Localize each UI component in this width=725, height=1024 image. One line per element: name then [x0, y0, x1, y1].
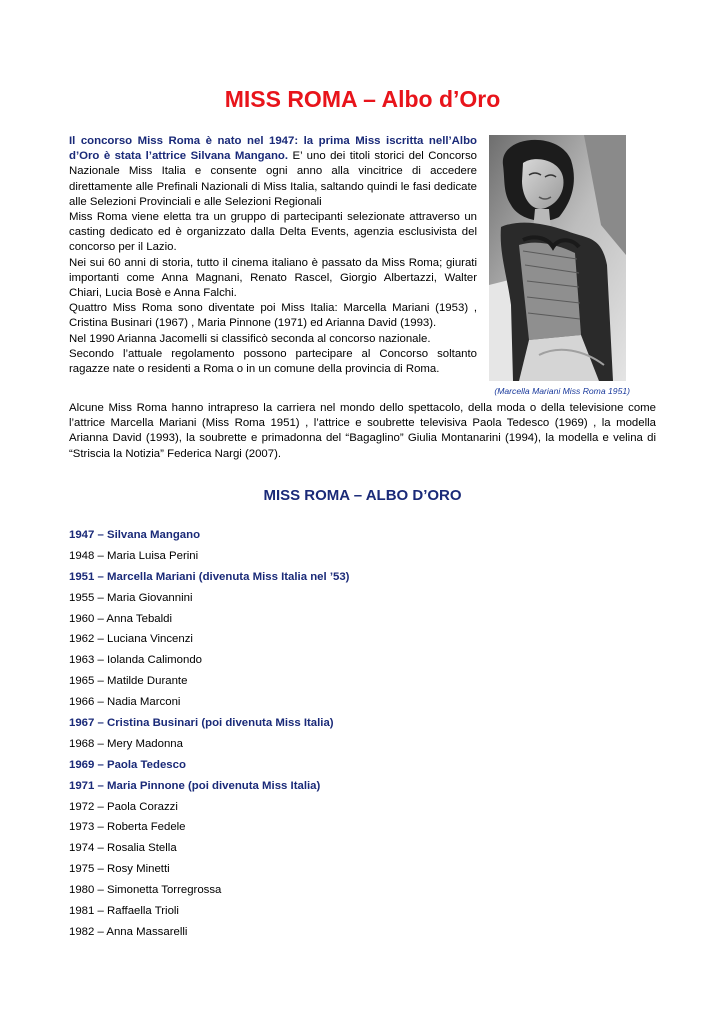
winner-item: 1963 – Iolanda Calimondo	[69, 654, 202, 667]
winner-item: 1972 – Paola Corazzi	[69, 800, 178, 813]
portrait-photo	[489, 135, 626, 381]
winner-item: 1973 – Roberta Fedele	[69, 821, 186, 834]
careers-paragraph: Alcune Miss Roma hanno intrapreso la carriera nel mondo dello spettacolo, della moda o della televisione come l’attrice Marcella Mariani (Miss Roma 1951) , l’attrice e soubrette televisiva Paola Tedesco (1969) , la modella Arianna David (1993), la soubrette e primadonna del “Bagaglino” Giulia Montanarini (1994), la modella e velina di “Striscia la Notizia” Federica Nargi (2007).	[69, 402, 656, 460]
winner-item: 1965 – Matilde Durante	[69, 675, 188, 688]
winner-item: 1982 – Anna Massarelli	[69, 925, 188, 938]
winner-item: 1968 – Mery Madonna	[69, 737, 183, 750]
intro-body-4: Quattro Miss Roma sono diventate poi Miss Italia: Marcella Mariani (1953) , Cristina Businari (1967) , Maria Pinnone (1971) ed Arianna David (1993).	[69, 302, 477, 330]
intro-body-5: Nel 1990 Arianna Jacomelli si classificò seconda al concorso nazionale.	[69, 332, 431, 345]
albo-doro-heading: MISS ROMA – ALBO D’ORO	[263, 487, 462, 504]
winner-item: 1981 – Raffaella Trioli	[69, 905, 179, 918]
winners-list	[69, 528, 349, 946]
winner-item: 1955 – Maria Giovannini	[69, 591, 193, 604]
page-title: MISS ROMA – Albo d’Oro	[224, 86, 501, 112]
intro-body-3: Nei sui 60 anni di storia, tutto il cinema italiano è passato da Miss Roma; giurati importanti come Anna Magnani, Renato Rascel, Giorgio Albertazzi, Walter Chiari, Lucia Bosè e Anna Falchi.	[69, 256, 477, 300]
winner-item: 1951 – Marcella Mariani (divenuta Miss Italia nel ’53)	[69, 570, 350, 583]
intro-paragraph	[69, 134, 477, 377]
winner-item: 1980 – Simonetta Torregrossa	[69, 884, 222, 897]
winner-item: 1975 – Rosy Minetti	[69, 863, 170, 876]
intro-body-6: Secondo l’attuale regolamento possono partecipare al Concorso soltanto ragazze nate o residenti a Roma o in un comune della provincia di Roma.	[69, 347, 477, 376]
intro-body-1: E’ uno dei titoli storici del Concorso Nazionale Miss Italia e consente ogni anno alla vincitrice di accedere direttamente alle Prefinali Nazionali di Miss Italia, saltando quindi le fasi dedicate alle Selezioni Provinciali e alle Selezioni Regionali	[69, 150, 477, 208]
winner-item: 1967 – Cristina Businari (poi divenuta Miss Italia)	[69, 717, 334, 730]
winner-item: 1948 – Maria Luisa Perini	[69, 549, 199, 562]
winner-item: 1969 – Paola Tedesco	[69, 758, 186, 771]
winner-item: 1962 – Luciana Vincenzi	[69, 633, 193, 646]
intro-body-2: Miss Roma viene eletta tra un gruppo di partecipanti selezionate attraverso un casting dedicato ed è organizzato dalla Delta Events, agenzia esclusivista del concorso per il Lazio.	[69, 211, 477, 254]
winner-item: 1960 – Anna Tebaldi	[69, 612, 173, 625]
winner-item: 1966 – Nadia Marconi	[69, 696, 181, 709]
winner-item: 1974 – Rosalia Stella	[69, 842, 177, 855]
winner-item: 1947 – Silvana Mangano	[69, 529, 201, 541]
intro-lead: Il concorso Miss Roma è nato nel 1947: la prima Miss iscritta nell’Albo d’Oro è stata l’attrice Silvana Mangano.	[69, 135, 477, 163]
winner-item: 1971 – Maria Pinnone (poi divenuta Miss Italia)	[69, 779, 321, 792]
photo-caption: (Marcella Mariani Miss Roma 1951)	[494, 386, 630, 396]
